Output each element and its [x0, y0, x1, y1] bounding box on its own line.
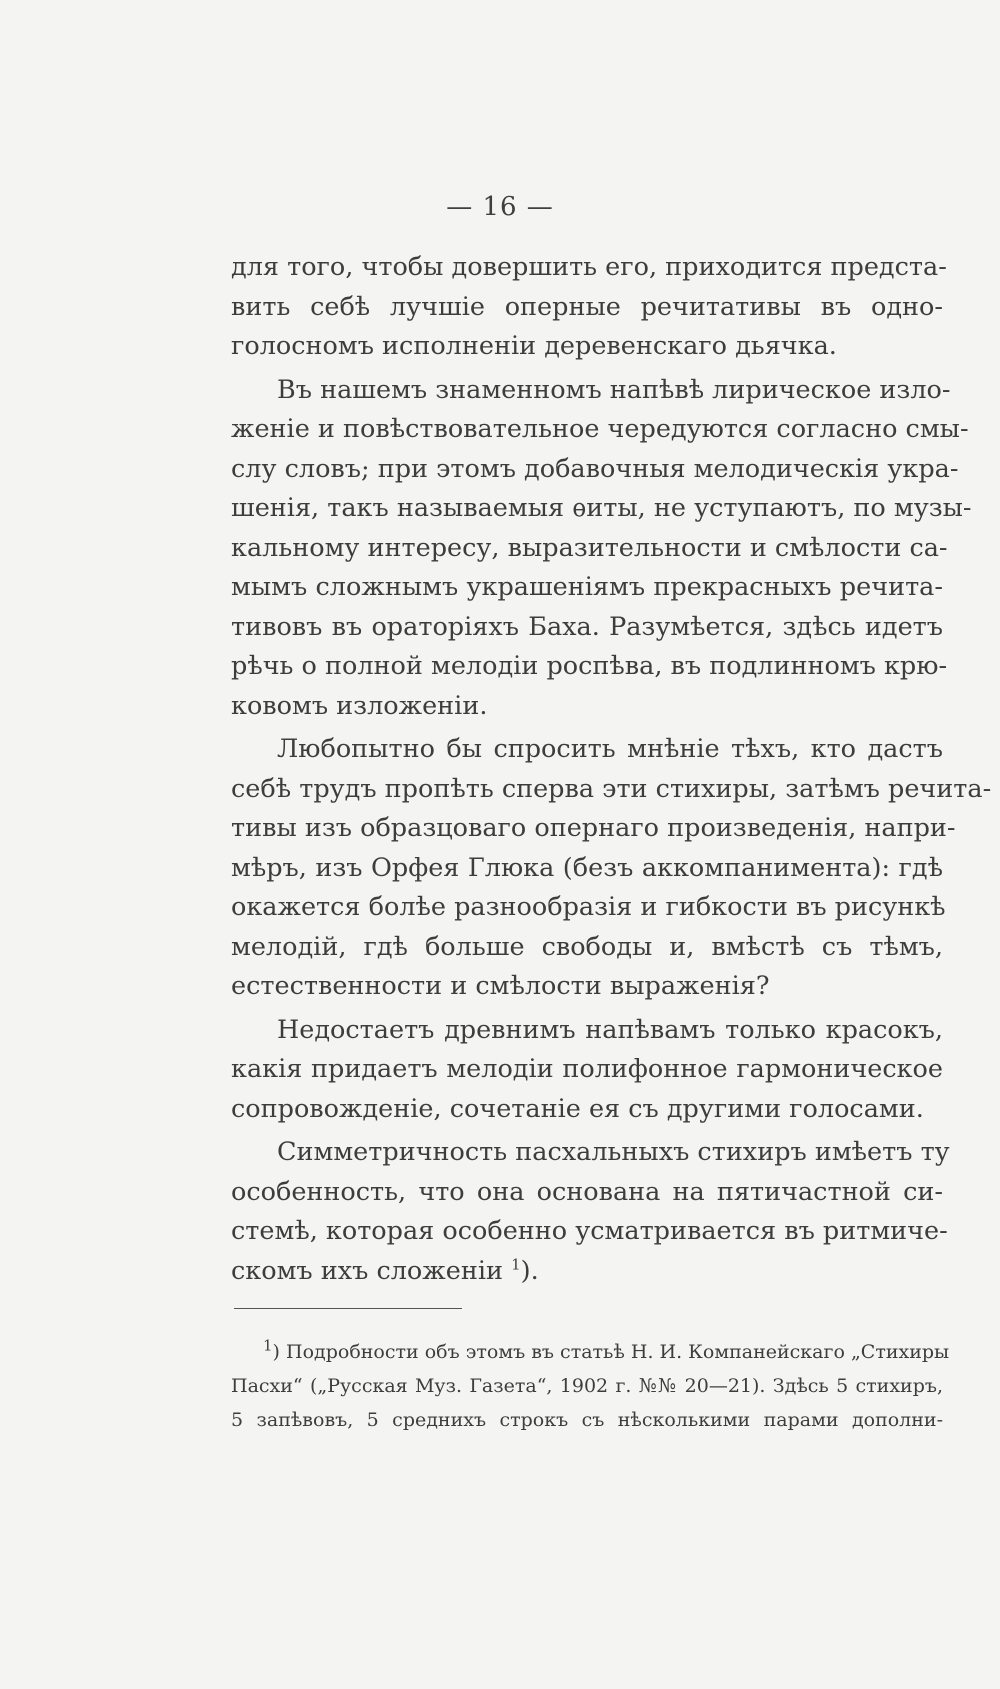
paragraph	[231, 248, 947, 367]
text-line: кальному интересу, выразительности и смѣлости са-	[231, 532, 948, 563]
text-line: голосномъ исполненіи деревенскаго дьячка.	[231, 331, 837, 361]
text-line: шенія, такъ называемыя ѳиты, не уступаютъ, по музы-	[231, 493, 972, 523]
page-number: — 16 —	[446, 192, 554, 222]
text-line: Недостаетъ древнимъ напѣвамъ только красокъ,	[277, 1014, 943, 1045]
footnote-marker-close: )	[272, 1341, 280, 1363]
footnote-text: Подробности объ этомъ въ статьѣ Н. И. Компанейскаго „Стихиры	[286, 1341, 950, 1363]
text-line: особенность, что она основана на пятичастной си-	[231, 1176, 943, 1207]
paragraph	[231, 1011, 943, 1130]
footnote-divider	[234, 1308, 462, 1309]
text-line: мѣръ, изъ Орфея Глюка (безъ аккомпанимента): гдѣ	[231, 852, 943, 883]
text-line: какія придаетъ мелодіи полифонное гармоническое	[231, 1054, 943, 1084]
text-line: Любопытно бы спросить мнѣніе тѣхъ, кто дастъ	[277, 734, 943, 764]
text-line: сопровожденіе, сочетаніе ея съ другими голосами.	[231, 1093, 924, 1124]
text-line: мымъ сложнымъ украшеніямъ прекрасныхъ речита-	[231, 572, 943, 602]
footnote	[231, 1335, 950, 1437]
text-line: Въ нашемъ знаменномъ напѣвѣ лирическое изло-	[277, 374, 951, 405]
paragraph	[231, 1133, 950, 1291]
footnote-marker: 1	[263, 1336, 273, 1355]
text-line: тивовъ въ ораторіяхъ Баха. Разумѣется, здѣсь идетъ	[231, 611, 943, 642]
text-line: тивы изъ образцоваго опернаго произведенія, напри-	[231, 813, 956, 843]
footnote-line	[231, 1335, 950, 1369]
text-line: рѣчь о полной мелодіи роспѣва, въ подлинномъ крю-	[231, 651, 948, 681]
footnote-line: Пасхи“ („Русская Муз. Газета“, 1902 г. №№ 20—21). Здѣсь 5 стихиръ,	[231, 1375, 943, 1397]
text-line: стемѣ, которая особенно усматривается въ ритмиче-	[231, 1216, 948, 1246]
text-line: себѣ трудъ пропѣть сперва эти стихиры, затѣмъ речита-	[231, 773, 992, 804]
paragraph	[231, 730, 992, 1007]
text-line-with-footnote-ref	[231, 1252, 943, 1292]
text-line: слу словъ; при этомъ добавочныя мелодическія укра-	[231, 453, 959, 484]
footnote-reference[interactable]: 1	[511, 1255, 521, 1273]
text-line: мелодій, гдѣ больше свободы и, вмѣстѣ съ тѣмъ,	[231, 931, 943, 962]
body-text	[231, 248, 992, 1291]
text-line: окажется болѣе разнообразія и гибкости въ рисункѣ	[231, 892, 946, 922]
text-line: вить себѣ лучшіе оперные речитативы въ одно-	[231, 291, 943, 322]
text-line: Симметричность пасхальныхъ стихиръ имѣетъ ту	[277, 1137, 950, 1167]
footnote-line: 5 запѣвовъ, 5 среднихъ строкъ съ нѣсколькими парами дополни-	[231, 1409, 943, 1431]
text-line: скомъ ихъ сложеніи	[231, 1255, 503, 1286]
footnote-reference-tail: ).	[520, 1255, 539, 1286]
text-line: женіе и повѣствовательное чередуются согласно смы-	[231, 414, 969, 444]
text-line: ковомъ изложеніи.	[231, 690, 488, 721]
paragraph	[231, 371, 972, 727]
text-line: естественности и смѣлости выраженія?	[231, 971, 770, 1001]
text-line: для того, чтобы довершить его, приходится предста-	[231, 252, 947, 282]
